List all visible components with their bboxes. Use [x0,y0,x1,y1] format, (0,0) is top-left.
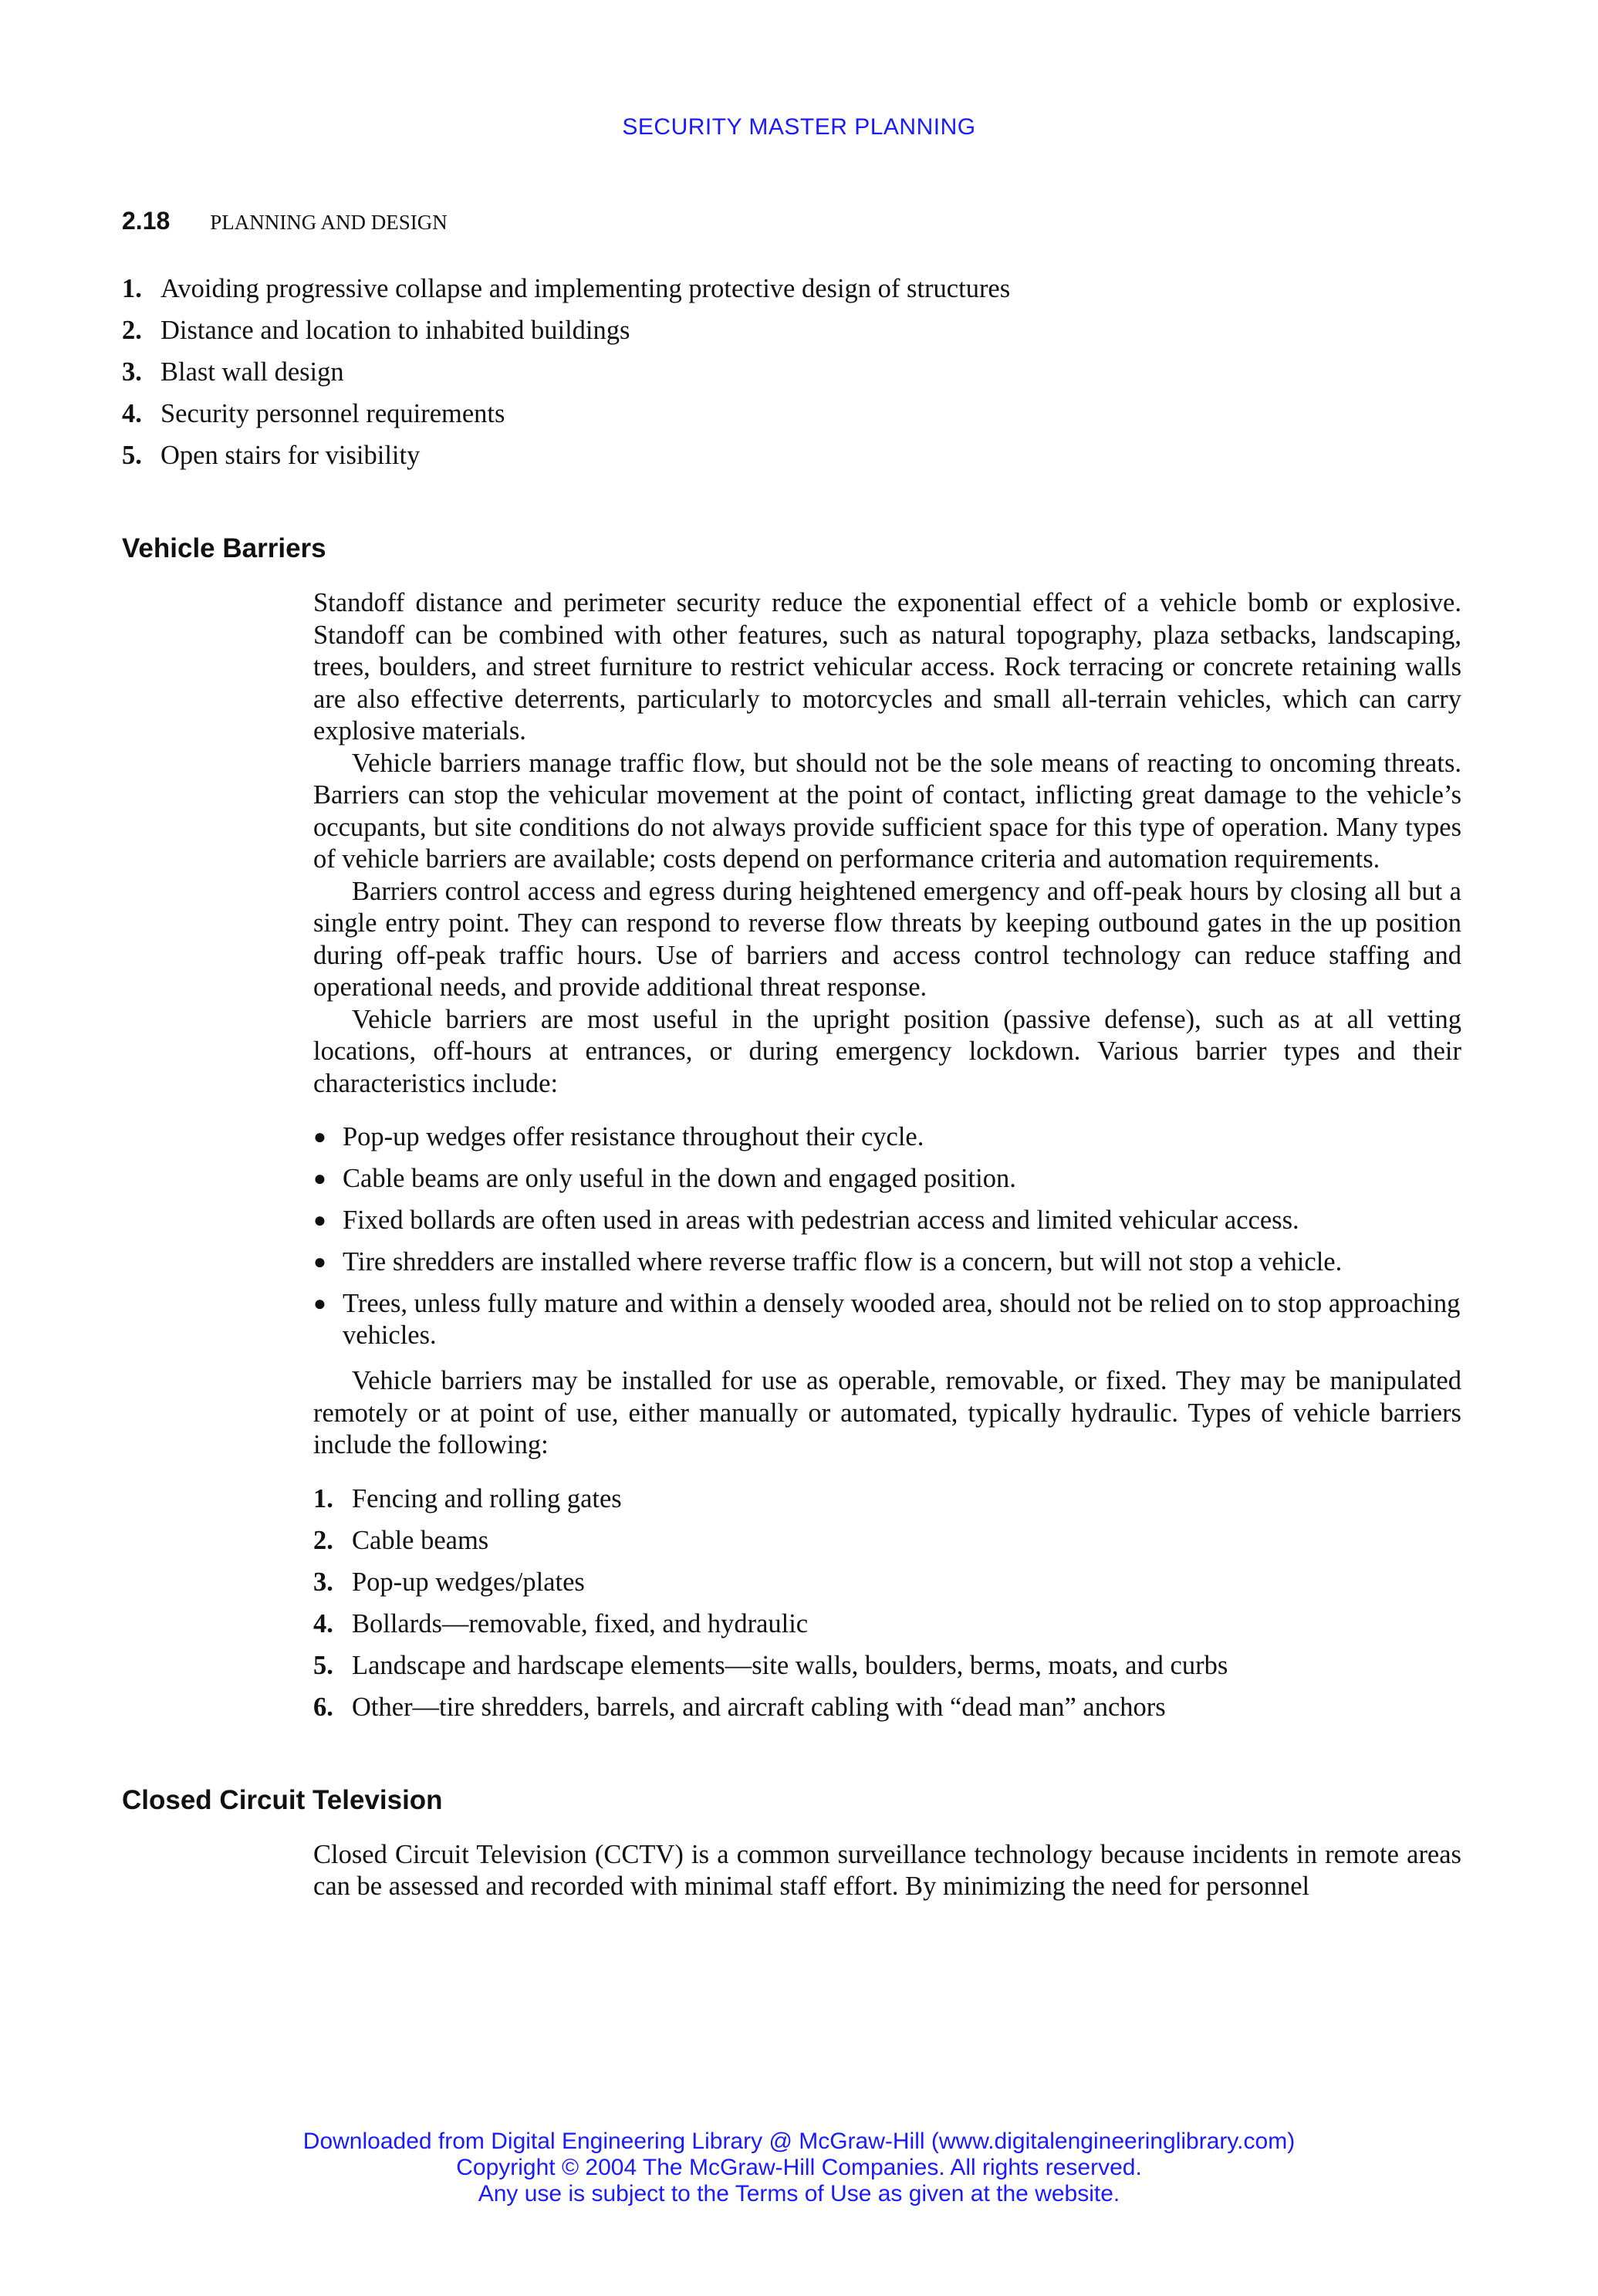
list-text: Fencing and rolling gates [352,1483,622,1513]
paragraph: Standoff distance and perimeter security reduce the exponential effect of a vehicle bomb or explosive. Standoff can be combined with other features, such as natural topography, plaza setbacks, landscaping, trees, boulders, and street furniture to restrict vehicular access. Rock terracing or concrete retaining walls are also effective deterrents, particularly to motorcycles and small all-terrain vehicles, which can carry explosive materials. [313,588,1461,746]
list-item [122,315,1270,347]
bullet-icon: ● [313,1250,326,1274]
list-number: 4. [122,399,142,428]
list-item [313,1525,1461,1557]
list-item [313,1692,1461,1723]
bullet-icon: ● [313,1167,326,1191]
paragraph: Vehicle barriers manage traffic flow, but should not be the sole means of reacting to oncoming threats. Barriers can stop the vehicular movement at the point of contact, inflicting great damage to the vehicle’s occupants, but site conditions do not always provide sufficient space for this type of operation. Many types of vehicle barriers are available; costs depend on performance criteria and automation requirements. [313,748,1461,874]
list-number: 3. [122,357,142,387]
list-text: Open stairs for visibility [160,441,421,470]
list-text: Landscape and hardscape elements—site walls, boulders, berms, moats, and curbs [352,1650,1228,1680]
cctv-section [313,1839,1461,1903]
bullet-text: Fixed bollards are often used in areas with pedestrian access and limited vehicular access. [343,1205,1299,1235]
paragraph: Barriers control access and egress during heightened emergency and off-peak hours by closing all but a single entry point. They can respond to reverse flow threats by keeping outbound gates in the up position during off-peak traffic hours. Use of barriers and access control technology can reduce staffing and operational needs, and provide additional threat response. [313,876,1461,1002]
list-number: 2. [313,1525,333,1555]
page-body [122,273,1465,1903]
bullet-item [313,1288,1461,1351]
bullet-icon: ● [313,1209,326,1233]
download-footer [0,2129,1598,2207]
list-number: 3. [313,1567,333,1597]
bullet-item [313,1121,1461,1153]
list-item [122,398,1270,430]
bullet-item [313,1205,1461,1236]
list-number: 2. [122,316,142,345]
folio [122,207,448,238]
list-number: 1. [313,1483,333,1513]
barrier-types-bullets [313,1121,1461,1351]
list-number: 1. [122,274,142,303]
list-text: Blast wall design [160,357,344,387]
list-text: Cable beams [352,1525,489,1555]
list-text: Other—tire shredders, barrels, and aircraft cabling with “dead man” anchors [352,1692,1166,1722]
list-item [122,440,1270,472]
paragraph: Closed Circuit Television (CCTV) is a common surveillance technology because incidents in remote areas can be assessed and recorded with minimal staff effort. By minimizing the need for personnel [313,1839,1461,1901]
list-text: Security personnel requirements [160,399,505,428]
considerations-list [122,273,1270,472]
vehicle-barriers-heading: Vehicle Barriers [122,533,326,563]
bullet-text: Trees, unless fully mature and within a densely wooded area, should not be relied on to stop approaching vehicles. [343,1289,1461,1350]
list-number: 6. [313,1692,333,1722]
list-item [313,1483,1461,1515]
list-item [122,273,1270,305]
bullet-icon: ● [313,1125,326,1149]
bullet-item [313,1246,1461,1278]
list-number: 4. [313,1608,333,1638]
footer-line: Any use is subject to the Terms of Use as given at the website. [478,2181,1120,2206]
list-text: Avoiding progressive collapse and implementing protective design of structures [160,274,1011,303]
list-number: 5. [122,441,142,470]
list-text: Distance and location to inhabited buildings [160,316,630,345]
list-item [313,1608,1461,1640]
page-number: 2.18 [122,207,171,235]
running-head: SECURITY MASTER PLANNING [622,114,976,140]
list-item [313,1650,1461,1682]
cctv-heading: Closed Circuit Television [122,1784,443,1815]
bullet-icon: ● [313,1292,326,1316]
list-item [122,357,1270,388]
bullet-text: Tire shredders are installed where reverse traffic flow is a concern, but will not stop a vehicle. [343,1247,1343,1276]
list-text: Bollards—removable, fixed, and hydraulic [352,1608,809,1638]
footer-line: Copyright © 2004 The McGraw-Hill Companies. All rights reserved. [456,2155,1142,2180]
vehicle-barriers-section [313,587,1461,1723]
bullet-text: Pop-up wedges offer resistance throughout their cycle. [343,1122,924,1151]
paragraph: Vehicle barriers are most useful in the upright position (passive defense), such as at all vetting locations, off-hours at entrances, or during emergency lockdown. Various barrier types and their characteristics include: [313,1004,1461,1098]
vehicle-barrier-types-list [313,1483,1461,1723]
list-item [313,1567,1461,1598]
bullet-text: Cable beams are only useful in the down and engaged position. [343,1164,1016,1193]
bullet-item [313,1163,1461,1195]
list-number: 5. [313,1650,333,1680]
footer-line: Downloaded from Digital Engineering Library @ McGraw-Hill (www.digitalengineeringlibrary.com) [302,2129,1296,2154]
section-title: PLANNING AND DESIGN [210,211,448,234]
list-text: Pop-up wedges/plates [352,1567,585,1597]
paragraph: Vehicle barriers may be installed for use as operable, removable, or fixed. They may be manipulated remotely or at point of use, either manually or automated, typically hydraulic. Types of vehicle barriers include the following: [313,1366,1461,1459]
